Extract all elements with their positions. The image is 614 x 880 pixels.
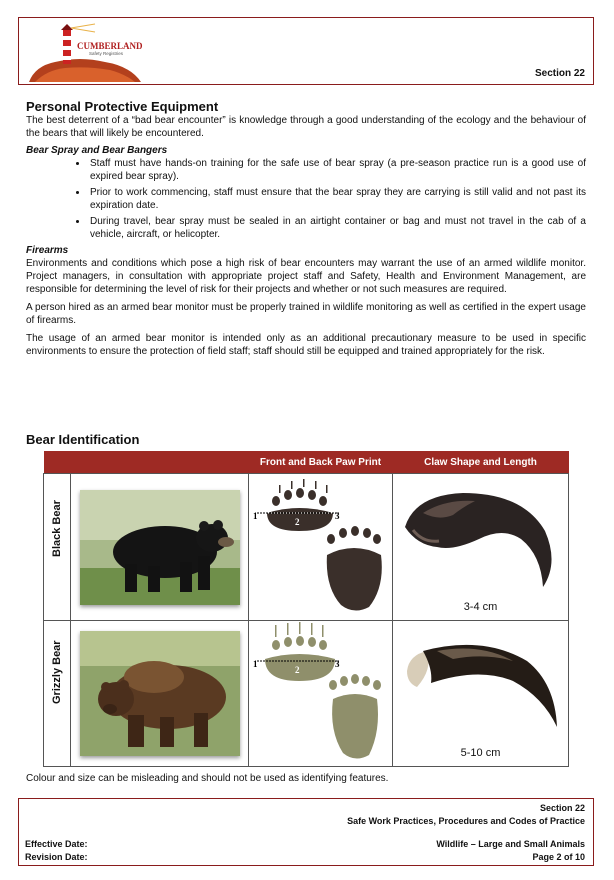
footer-doc-title: Safe Work Practices, Procedures and Codes of Practice [347,816,585,826]
footer-section: Section 22 [539,803,585,813]
spray-heading: Bear Spray and Bear Bangers [26,145,168,156]
col-header-claw: Claw Shape and Length [393,451,569,474]
svg-text:2: 2 [295,665,300,675]
grizzly-bear-claw-image [393,621,569,741]
back-paw-print [327,526,382,611]
svg-text:2: 2 [295,516,300,527]
ppe-intro: The best deterrent of a “bad bear encounter” is knowledge through a good understanding of the ecology and the behaviour of the bears that will likely be encountered. [26,115,586,139]
company-logo [25,22,145,82]
back-paw-print [329,674,381,759]
list-item: • Staff must have hands-on training for the safe use of bear spray (a pre-season practice run is a good use of expired bear spray). [88,157,586,183]
table-row-grizzly-bear [44,621,569,767]
list-item: • During travel, bear spray must be sealed in an airtight container or bag and must not travel in the cab of a vehicle, aircraft, or helicopter. [88,215,586,241]
front-paw-print [265,622,335,681]
firearms-paragraph-1: Environments and conditions which pose a high risk of bear encounters may warrant the use of an armed wildlife monitor. Project managers, in consultation with appropriate project staff and Safety, Health and Environment Management, are responsible for determining the level of risk for their projects and whether or not such measures are required. [26,258,586,295]
black-bear-claw-image [393,475,569,595]
bear-identification-table [43,451,569,767]
svg-text:1: 1 [253,510,258,521]
claw-size-grizzly-bear: 5-10 cm [460,747,501,759]
svg-text:3: 3 [335,510,340,521]
footer-page-number: Page 2 of 10 [532,852,585,862]
page-footer [18,798,594,866]
black-bear-photo [80,490,240,605]
effective-date-label: Effective Date: [25,839,88,849]
list-item: • Prior to work commencing, staff must ensure that the bear spray they are carrying is still valid and not past its expiration date. [88,186,586,212]
firearms-paragraph-3: The usage of an armed bear monitor is intended only as an additional precautionary measure to be used in specific environments to ensure the protection of field staff; staff should still be equipped and trained appropriately for the risk. [26,333,586,357]
table-header-row [44,451,569,474]
identification-note: Colour and size can be misleading and should not be used as identifying features. [26,773,389,784]
svg-text:CUMBERLAND: CUMBERLAND [77,41,143,51]
page-header [18,17,594,85]
bear-id-title: Bear Identification [26,432,140,447]
footer-topic: Wildlife – Large and Small Animals [436,839,585,849]
claw-size-black-bear: 3-4 cm [463,600,498,613]
revision-date-label: Revision Date: [25,852,88,862]
spray-list [26,157,586,241]
row-label-black-bear: Black Bear [51,500,63,557]
svg-text:1: 1 [253,659,258,669]
row-label-grizzly-bear: Grizzly Bear [51,639,63,704]
front-paw-print [267,479,333,531]
ppe-section [26,99,586,358]
col-header-paw: Front and Back Paw Print [249,451,393,474]
firearms-paragraph-2: A person hired as an armed bear monitor must be properly trained in wildlife monitoring as well as certified in the expert usage of firearms. [26,302,586,326]
svg-text:Safety Registries: Safety Registries [89,51,124,56]
grizzly-bear-photo [80,631,240,756]
firearms-heading: Firearms [26,245,69,256]
section-label: Section 22 [534,68,585,79]
table-row-black-bear [44,474,569,621]
grizzly-bear-paw-prints [249,621,393,766]
ppe-title: Personal Protective Equipment [26,99,219,114]
black-bear-paw-prints [249,475,393,620]
svg-text:3: 3 [335,659,340,669]
